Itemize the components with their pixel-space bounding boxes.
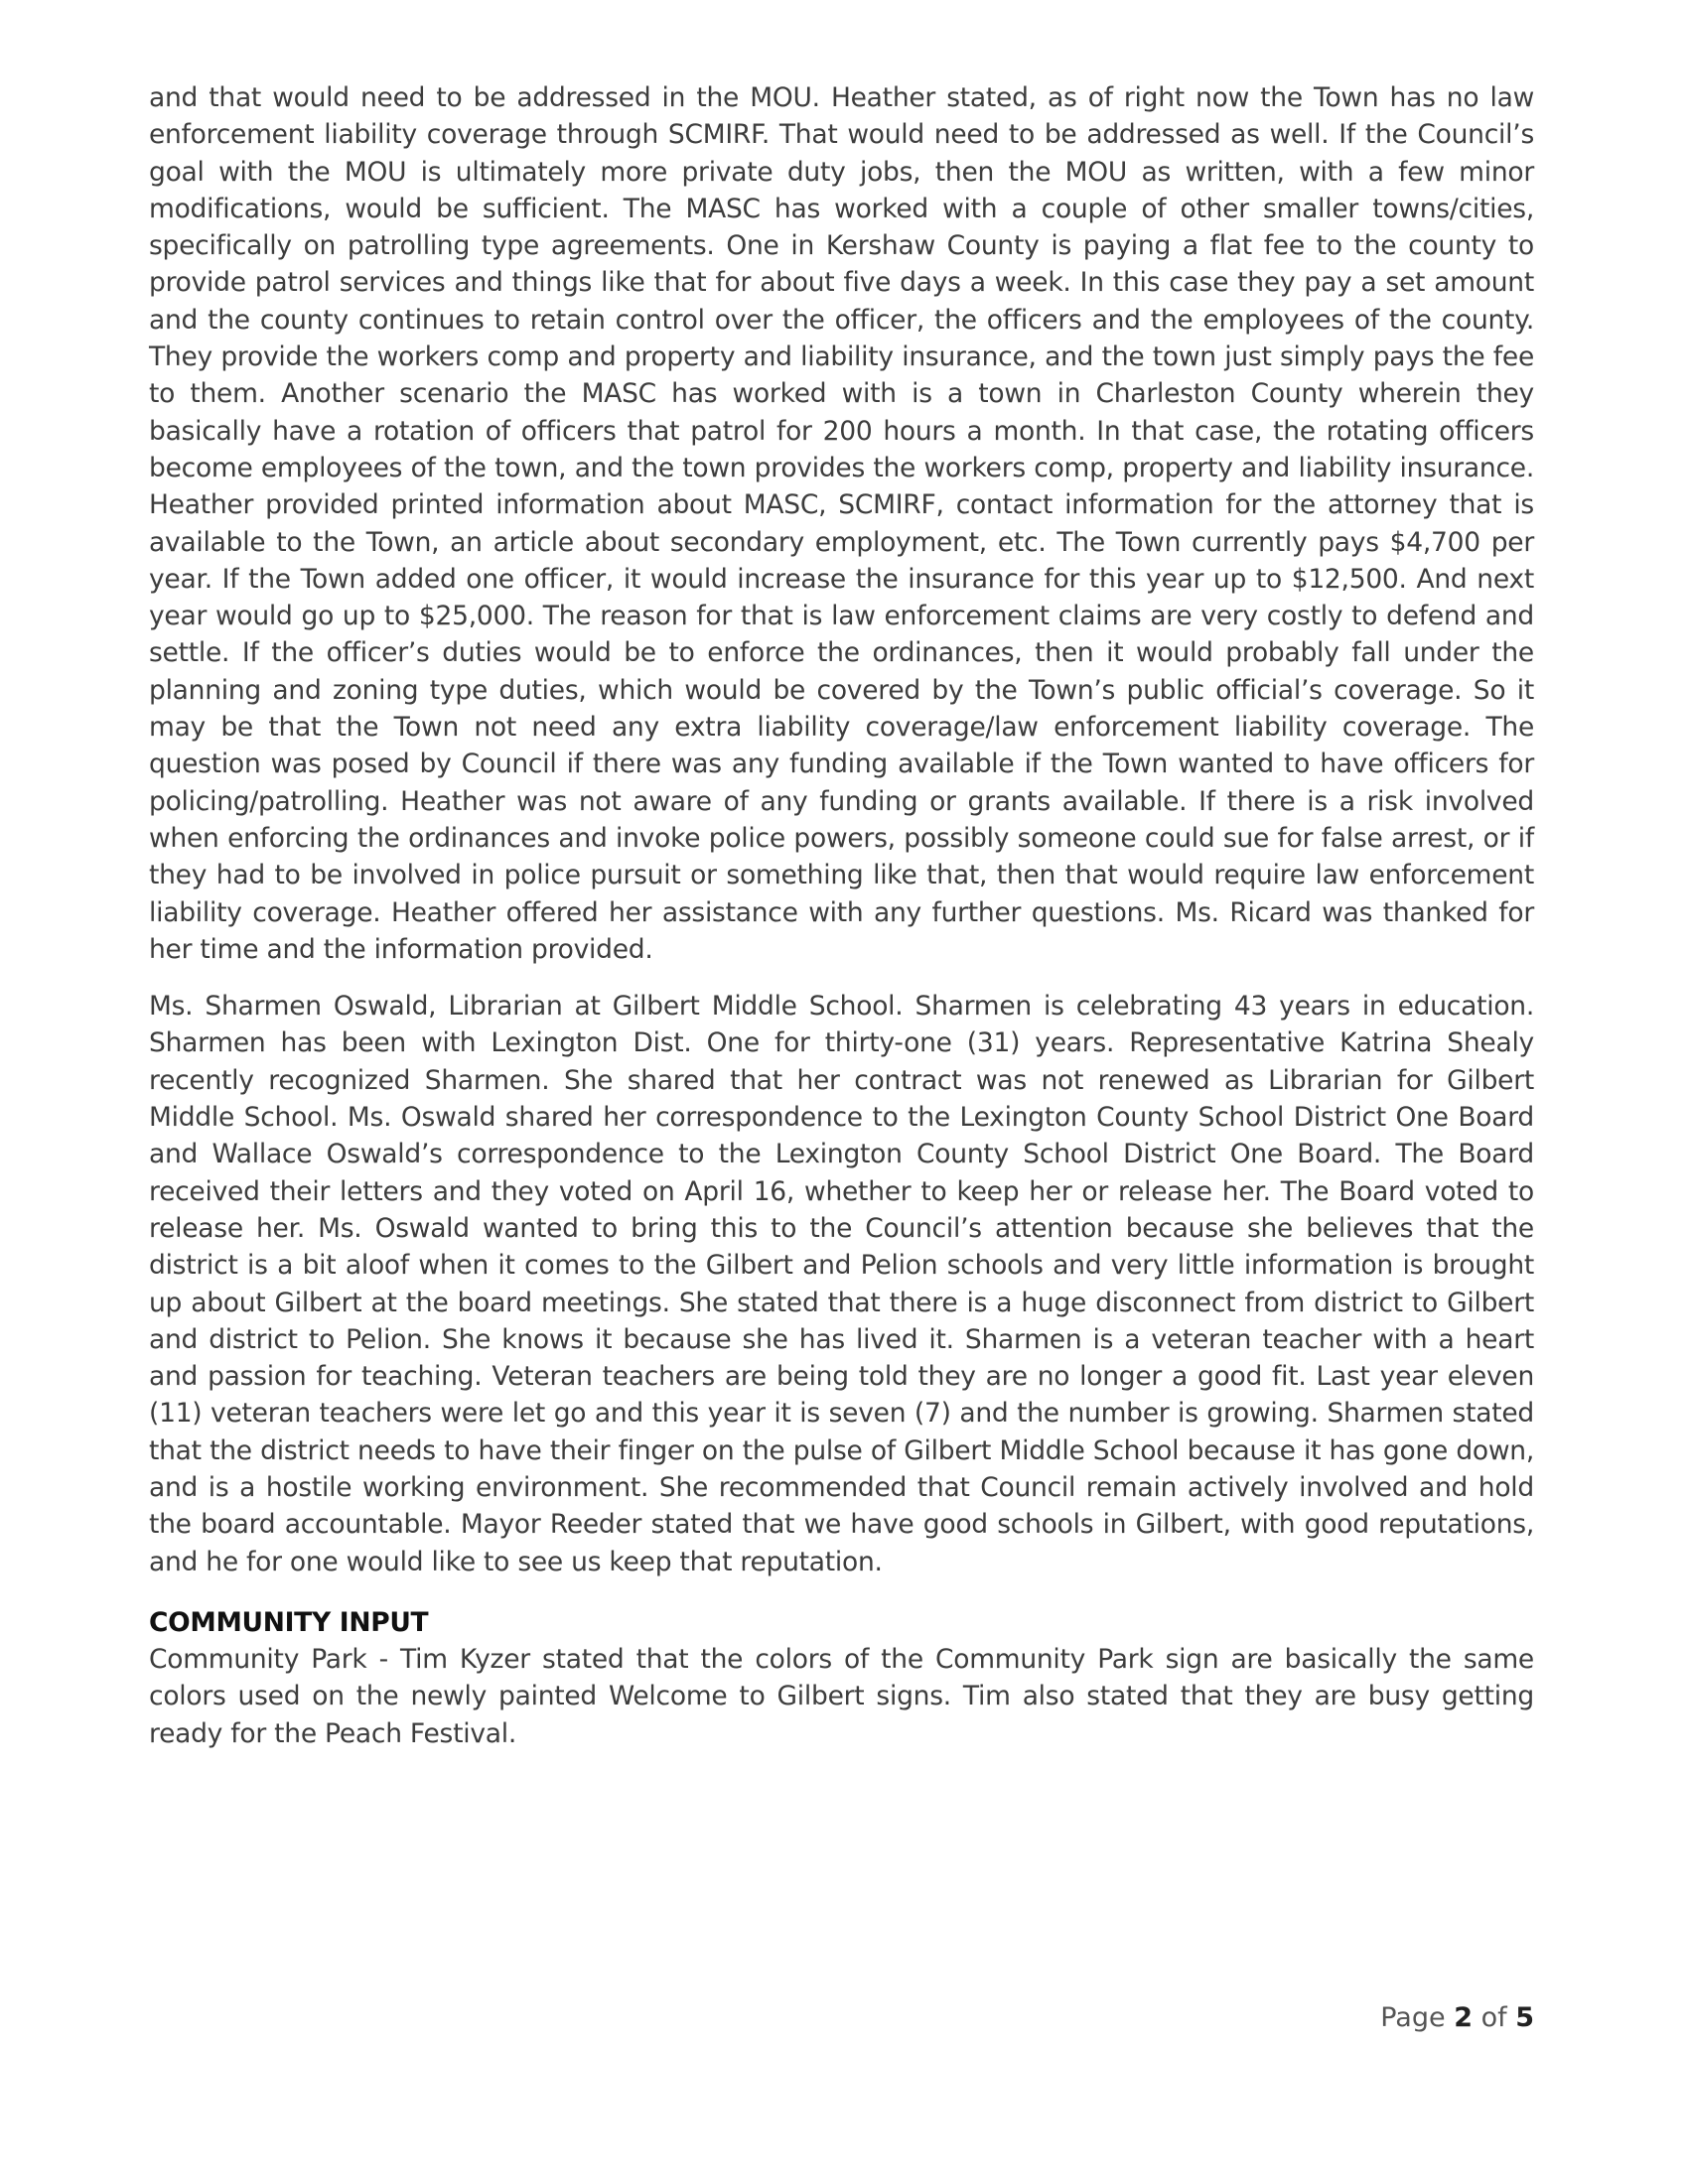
of-label: of <box>1480 2002 1507 2033</box>
paragraph-insurance-discussion: and that would need to be addressed in the MOU. Heather stated, as of right now the Town has no law enforcement liability coverage through SCMIRF. That would need to be addressed as well. If the Council’s goal with the MOU is ultimately more private duty jobs, then the MOU as written, with a few minor modifications, would be sufficient. The MASC has worked with a couple of other smaller towns/cities, specifically on patrolling type agreements. One in Kershaw County is paying a flat fee to the county to provide patrol services and things like that for about five days a week. In this case they pay a set amount and the county continues to retain control over the officer, the officers and the employees of the county. They provide the workers comp and property and liability insurance, and the town just simply pays the fee to them. Another scenario the MASC has worked with is a town in Charleston County wherein they basically have a rotation of officers that patrol for 200 hours a month. In that case, the rotating officers become employees of the town, and the town provides the workers comp, property and liability insurance. Heather provided printed information about MASC, SCMIRF, contact information for the attorney that is available to the Town, an article about secondary employment, etc. The Town currently pays $4,700 per year. If the Town added one officer, it would increase the insurance for this year up to $12,500. And next year would go up to $25,000. The reason for that is law enforcement claims are very costly to defend and settle. If the officer’s duties would be to enforce the ordinances, then it would probably fall under the planning and zoning type duties, which would be covered by the Town’s public official’s coverage. So it may be that the Town not need any extra liability coverage/law enforcement liability coverage. The question was posed by Council if there was any funding available if the Town wanted to have officers for policing/patrolling. Heather was not aware of any funding or grants available. If there is a risk involved when enforcing the ordinances and invoke police powers, possibly someone could sue for false arrest, or if they had to be involved in police pursuit or something like that, then that would require law enforcement liability coverage. Heather offered her assistance with any further questions. Ms. Ricard was thanked for her time and the information provided. <box>149 82 1534 965</box>
page-number: 2 <box>1454 2002 1473 2033</box>
community-input-heading: COMMUNITY INPUT <box>149 1606 429 1638</box>
page-footer <box>1380 2002 1534 2033</box>
document-page <box>149 79 1534 2144</box>
community-input-text: Community Park - Tim Kyzer stated that the colors of the Community Park sign are basically the same colors used on the newly painted Welcome to Gilbert signs. Tim also stated that they are busy getting ready for the Peach Festival. <box>149 1644 1534 1749</box>
page-total: 5 <box>1515 2002 1534 2033</box>
page-label: Page <box>1380 2002 1446 2033</box>
paragraph-oswald-remarks: Ms. Sharmen Oswald, Librarian at Gilbert Middle School. Sharmen is celebrating 43 years in education. Sharmen has been with Lexington Dist. One for thirty-one (31) years. Representative Katrina Shealy recently recognized Sharmen. She shared that her contract was not renewed as Librarian for Gilbert Middle School. Ms. Oswald shared her correspondence to the Lexington County School District One Board and Wallace Oswald’s correspondence to the Lexington County School District One Board. The Board received their letters and they voted on April 16, whether to keep her or release her. The Board voted to release her. Ms. Oswald wanted to bring this to the Council’s attention because she believes that the district is a bit aloof when it comes to the Gilbert and Pelion schools and very little information is brought up about Gilbert at the board meetings. She stated that there is a huge disconnect from district to Gilbert and district to Pelion. She knows it because she has lived it. Sharmen is a veteran teacher with a heart and passion for teaching. Veteran teachers are being told they are no longer a good fit. Last year eleven (11) veteran teachers were let go and this year it is seven (7) and the number is growing. Sharmen stated that the district needs to have their finger on the pulse of Gilbert Middle School because it has gone down, and is a hostile working environment. She recommended that Council remain actively involved and hold the board accountable. Mayor Reeder stated that we have good schools in Gilbert, with good reputations, and he for one would like to see us keep that reputation. <box>149 991 1534 1577</box>
